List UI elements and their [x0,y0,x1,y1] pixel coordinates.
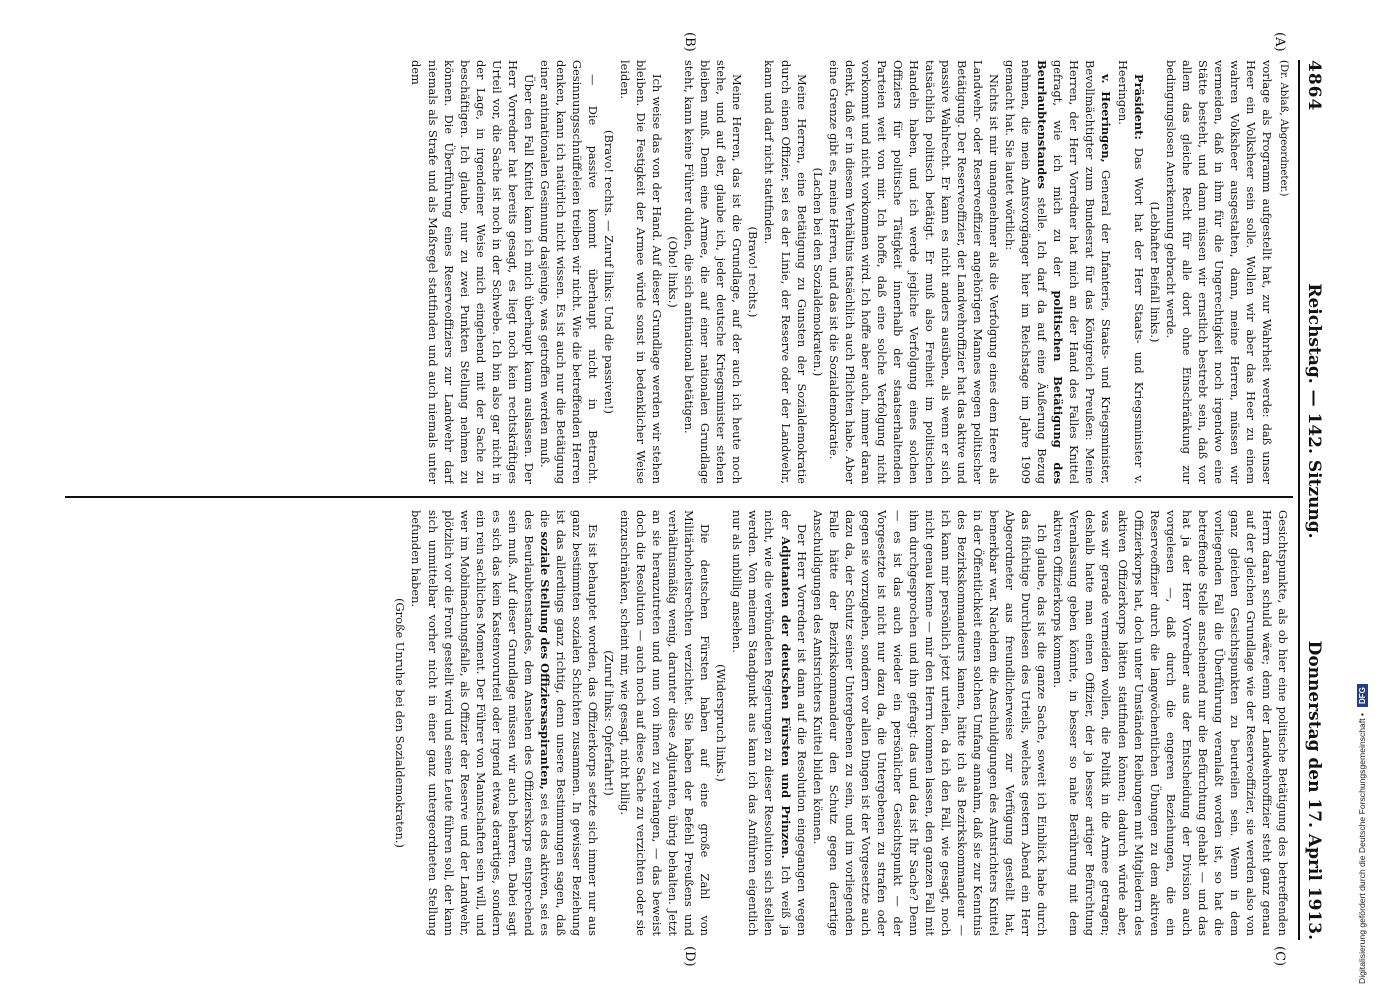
interjection: (Widerspruch links.) [714,664,729,782]
margin-mark-b: (B) [682,32,697,52]
interjection: (Bravo! rechts.) [746,226,761,318]
paragraph: vorlage als Programm aufgestellt hat, zur Wahrheit werde: daß unser Heer ein Volksheer sein solle. Wollen wir aber das Heer zu einem wahren Volksheer ausgestalten, dann, meine Herren, müssen wir vermeiden, daß in ihm für die Ungerechtigkeit noch irgendwo eine Stätte besteht, und dann müssen wir ernstlich bestrebt sein, daß vor allem das gleiche Recht für alle dort ohne Einschränkung zur bedingungslosen Anerkennung gebracht werde. [1163,60,1274,484]
interjection: (Oho! links.) [666,236,681,308]
session-title: Reichstag. — 142. Sitzung. [1304,283,1324,539]
quotation: Nichts ist mir unangenehmer als die Verfolgung eines dem Heere als Landwehr- oder Reserveoffizier angehörigen Mannes wegen politischer Betätigung. Der Reserveoffizier, der Landwehroffizier hat das aktive und passive Wahlrecht. Er kann es nicht anders ausüben, als wenn er sich tatsächlich politisch betätigt. Er muß also Freiheit im politischen Handeln haben, und ich werde jegliche Verfolgung eines solchen Offiziers für politische Tätigkeit innerhalb der staatserhaltenden Parteien weit von mir. Ich hoffe, daß eine solche Verfolgung nicht vorkommt und nicht vorkommen wird. Ich hoffe aber auch, immer daran denkt, daß er in diesem Verhältnis tatsächlich auch Pflichten habe. Aber eine Grenze gibt es, meine Herren, und das ist die Sozialdemokratie. [826,60,1002,484]
right-column [60,510,1291,936]
text-run: sei es des aktiven, sei es des Beurlaubtenstandes, dem Ansehen des Offizierskorps entsprechend sein muß. Auf dieser Grundlage müssen wir auch beharren. Dabei sagt es sich das kein Kastenvorurteil oder irgend etwas derartiges, sondern ein rein sachliches Moment. Der Führer von Mannschaften sein will, und wer im Mobilmachungsfalle, als Offizier der Reserve und der Landwehr, plötzlich vor die Front gestellt wird und seine Leute führen soll, der kann sich unmittelbar vorher nicht in einer ganz untergeordneten Stellung befunden haben. [409,510,552,936]
text-run: General der Infanterie, Staats- und Kriegsminister, Bevollmächtigter zum Bundesrat für das Königreich Preußen: Meine Herren, der Herr Vorredner hat mich an der Hand des Falles Knittel gefragt, wie ich mich zu der [1051,60,1114,484]
margin-mark-d: (D) [682,946,697,967]
paragraph: Ich weise das von der Hand. Auf dieser Grundlage werden wir stehen bleiben. Die Festigkeit der Armee würde sonst in bedenklicher Weise leiden. [618,60,665,484]
interjection: (Lebhafter Beifall links.) [1147,201,1162,343]
dfg-logo: DFG [1357,684,1368,707]
interjection: (Lachen bei den Sozialdemokraten.) [810,167,825,377]
paragraph [729,510,809,936]
text-run: Der Herr Vorredner ist dann auf die Resolution eingegangen wegen der [778,510,809,936]
column-divider [65,496,1293,498]
emphasis: politischen Betätigung des Beurlaubtenstandes [1035,60,1066,484]
president-label: Präsident: [1131,74,1146,140]
text-run: Es ist behauptet worden, das Offizierkorps setzte sich immer nur aus ganz bestimmten sozialen Schichten zusammen. In gewisser Beziehung ist das allerdings ganz richtig, denn unsere Bestimmungen sagen, daß die [537,510,600,936]
president-text: Das Wort hat der Herr Staats- und Kriegsminister v. Heeringen. [1115,60,1146,484]
page-number: 4864 [1304,60,1324,112]
paragraph: Meine Herren, das ist die Grundlage, auf der auch ich heute noch stehe, und auf der, glaube ich, jeder deutsche Kriegsminister stehen bleiben muß. Denn eine Armee, die auf einer nationalen Grundlage steht, kann keine Führer dulden, die sich antinational betätigen. [682,60,745,484]
minister-name: v. Heeringen, [1099,74,1114,163]
credit-text: Digitalisierung gefördert durch die Deutsche Forschungsgemeinschaft • [1357,713,1367,984]
paragraph [1114,60,1146,484]
speaker-note: (Dr. Ablaß, Abgeordneter.) [1278,60,1289,197]
emphasis: Adjutanten der deutschen Fürsten und Prinzen. [778,536,793,859]
paragraph: Gesichtspunkte, als ob hier eine politische Betätigung des betreffenden Herrn daran schuld wäre; denn der Landwehroffizier steht ganz genau auf der gleichen Grundlage wie der Reserveoffizier, sie werden also von ganz gleichen Gesichtspunkten zu beurteilen sein. Wenn in dem vorliegenden Fall die Überführung veranlaßt worden ist, so hat die betreffende Stelle anscheinend nur die Befürchtung gehabt — und das hat ja der Herr Vorredner aus der Entscheidung der Division auch vorgelesen —, daß durch die engeren Beziehungen, die ein Reserveoffizier durch die langwöchentlichen Übungen zu dem aktiven Offizierkorps hat, doch unter Umständen Reibungen mit Mitgliedern des aktiven Offizierkorps hätten stattfinden können; dadurch würde aber, was wir gerade vermeiden wollen, die Politik in die Armee getragen; deshalb hatte man einen Offizier, der ja besser artiger Befürchtung Veranlassung geben könnte, in besser so nahe Berührung mit dem aktiven Offizierkorps kommen. [1051,510,1290,936]
page-header [1298,60,1328,940]
emphasis: soziale Stellung des Offiziersaspiranten, [537,531,552,790]
paragraph [1002,60,1114,484]
paragraph: — Die passive kommt überhaupt nicht in Betracht. Gesinnungsschnüffeleien treiben wir nicht. Wie die betreffenden Herren denken, kann ich natürlich nicht wissen. Es ist auch nur die Betätigung einer antinationalen Gesinnung dasjenige, was getroffen werden muß. [537,60,600,484]
paragraph [408,510,601,936]
paragraph: Die deutschen Fürsten haben auf eine große Zahl von Militärhoheitsrechten verzichtet. Sie haben der Befehl Preußens und verhältnismäßig wenig, darunter diese Adjutanten, übrig behalten. Jetzt an sie heranzutreten und nun von ihnen zu verlangen, — das beweist doch die Resolution — auch noch auf diese Sache zu verzichten oder sie einzuschränken, scheint mir, wie gesagt, nicht billig. [618,510,713,936]
interjection: (Bravo! rechts. — Zuruf links: Und die passiven!) [602,130,617,414]
left-column [60,60,1291,484]
paragraph: Über den Fall Knittel kann ich mich überhaupt kaum auslassen. Der Herr Vorredner hat bereits gesagt, es liegt noch kein rechtskräftiges Urteil vor, die Sache ist noch in der Schwebe. Ich bin also gar nicht in der Lage, in irgendeiner Weise mich eingehend mit der Sache zu beschäftigen. Ich glaube, nur zu zwei Punkten Stellung nehmen zu können. Die Überführung eines Reserveoffiziers zur Landwehr darf niemals als Strafe und als Maßregel stattfinden und auch niemals unter dem [409,60,536,484]
digitization-credit [1349,14,1379,986]
paragraph: Meine Herren, eine Betätigung zu Gunsten der Sozialdemokratie durch einen Offizier, sei es der Linie, der Reserve oder der Landwehr, kann und darf nicht stattfinden. [762,60,809,484]
margin-mark-a: (A) [1272,32,1287,52]
interjection: (Zuruf links: Opferfahrt!) [602,650,617,796]
interjection: (Große Unruhe bei den Sozialdemokraten.) [393,598,408,848]
text-run: Ich weiß ja nicht, wie die verbündeten Regierungen zu dieser Resolution sich stellen werden. Von meinem Standpunkt aus kann ich das Anführen eigentlich nur als unbillig ansehen. [730,510,793,936]
text-run: stelle. Ich darf da auf eine Äußerung Bezug nehmen, die mein Amtsvorgänger hier im Reichstage im Jahre 1909 gemacht hat. Sie lautet wörtlich: [1003,60,1050,484]
credit-text-wrapper [1357,14,1368,984]
paragraph: Ich glaube, das ist die ganze Sache, soweit ich Einblick habe durch das flüchtige Durchlesen des Urteils, welches gestern Abend ein Herr Abgeordneter aus freundlicherweise zur Verfügung gestellt hat, bemerkbar war. Nachdem die Anschuldigungen des Amtsrichters Knittel in der Öffentlichkeit einen solchen Umfang annahm, daß sie zur Kenntnis des Bezirkskommandeurs kamen, hätte ich als Bezirkskommandeur — ich kann mir persönlich jetzt urteilen, da ich den Fall, wie gesagt, noch nicht genau kenne — mir den Herrn kommen lassen, den ganzen Fall mit ihm durchgesprochen und ihn gefragt: das und das ist Ihr Sache? Denn — es ist das auch wieder ein persönlicher Gesichtspunkt — der Vorgesetzte ist nicht nur dazu da, die Untergebenen zu strafen oder gegen sie vorzugehen, sondern vor allen Dingen ist der Vorgesetzte auch dazu da, der Schutz seiner Untergebenen zu sein, und im vorliegenden Falle hätte der Bezirkskommandeur den Schutz gegen derartige Anschuldigungen des Amtsrichters Knittel bilden können. [810,510,1050,936]
session-date: Donnerstag den 17. April 1913. [1304,640,1324,940]
margin-mark-c: (C) [1272,946,1287,967]
